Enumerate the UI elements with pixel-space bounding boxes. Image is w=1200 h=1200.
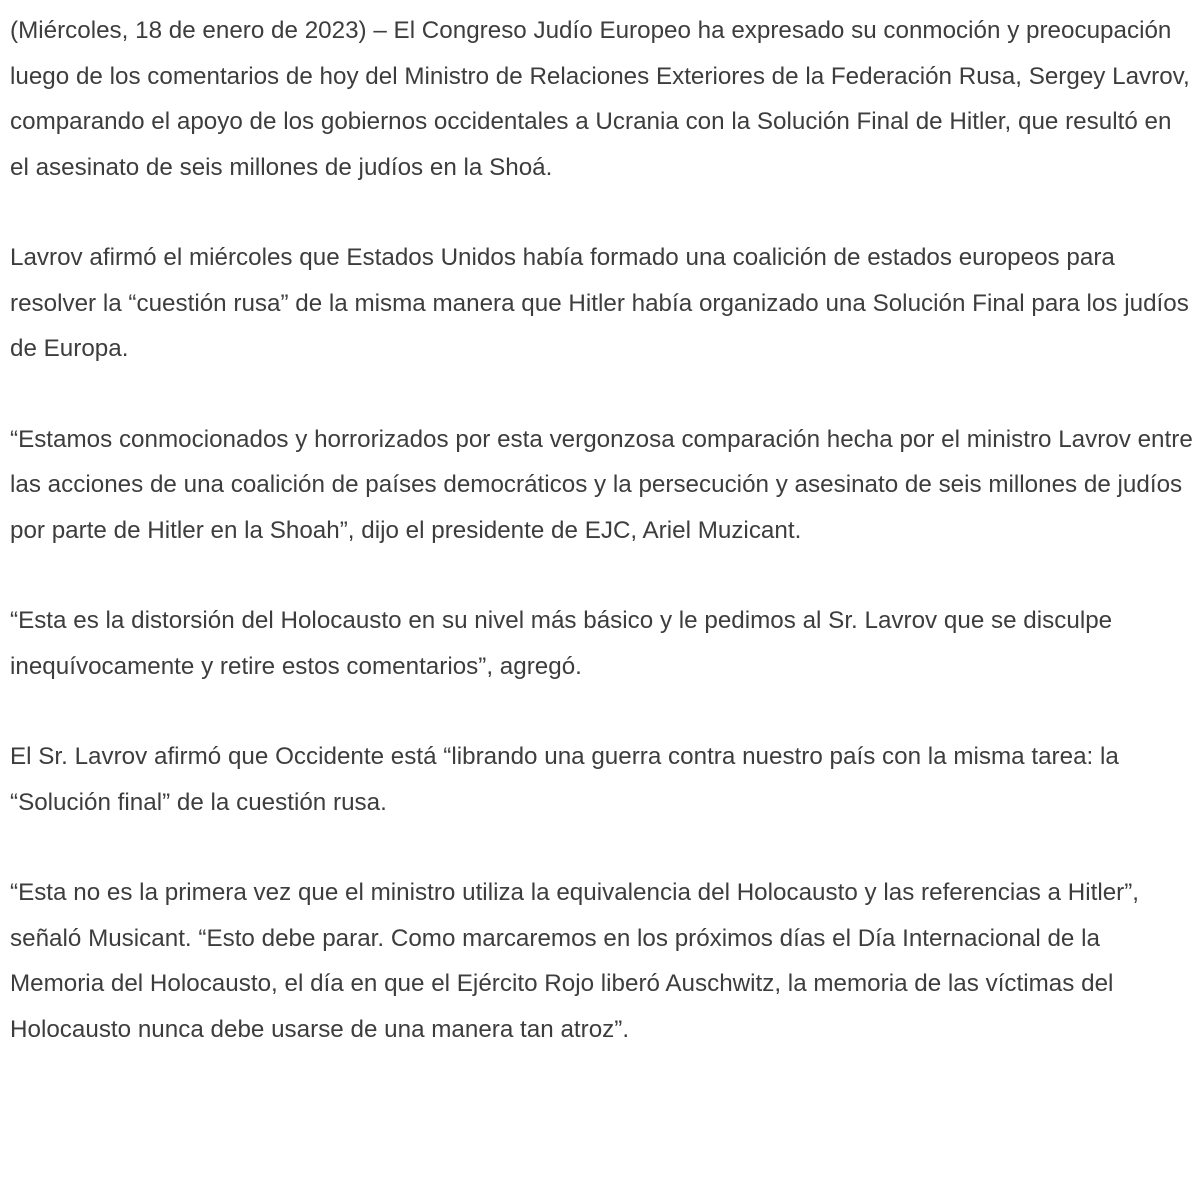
article-paragraph-muzicant-quote: “Estamos conmocionados y horrorizados por esta vergonzosa comparación hecha por el ministro Lavrov entre las acciones de una coalición de países democráticos y la persecución y asesinato de seis millones de judíos por parte de Hitler en la Shoah”, dijo el presidente de EJC, Ariel Muzicant. bbox=[10, 425, 1193, 544]
article-paragraph-apology-request: “Esta es la distorsión del Holocausto en su nivel más básico y le pedimos al Sr. Lavrov que se disculpe inequívocamente y retire estos comentarios”, agregó. bbox=[10, 607, 1113, 680]
article-paragraph-lavrov-claim: El Sr. Lavrov afirmó que Occidente está “librando una guerra contra nuestro país con la misma tarea: la “Solución final” de la cuestión rusa. bbox=[10, 743, 1119, 816]
article-paragraph-lavrov-statement: Lavrov afirmó el miércoles que Estados Unidos había formado una coalición de estados europeos para resolver la “cuestión rusa” de la misma manera que Hitler había organizado una Solución Final para los judíos de Europa. bbox=[10, 244, 1189, 362]
article-paragraph-closing-quote: “Esta no es la primera vez que el ministro utiliza la equivalencia del Holocausto y las referencias a Hitler”, señaló Musicant. “Esto debe parar. Como marcaremos en los próximos días el Día Internacional de la Memoria del Holocausto, el día en que el Ejército Rojo liberó Auschwitz, la memoria de las víctimas del Holocausto nunca debe usarse de una manera tan atroz”. bbox=[10, 879, 1140, 1043]
article-paragraph-intro: (Miércoles, 18 de enero de 2023) – El Congreso Judío Europeo ha expresado su conmoción y preocupación luego de los comentarios de hoy del Ministro de Relaciones Exteriores de la Federación Rusa, Sergey Lavrov, comparando el apoyo de los gobiernos occidentales a Ucrania con la Solución Final de Hitler, que resultó en el asesinato de seis millones de judíos en la Shoá. bbox=[10, 17, 1190, 181]
